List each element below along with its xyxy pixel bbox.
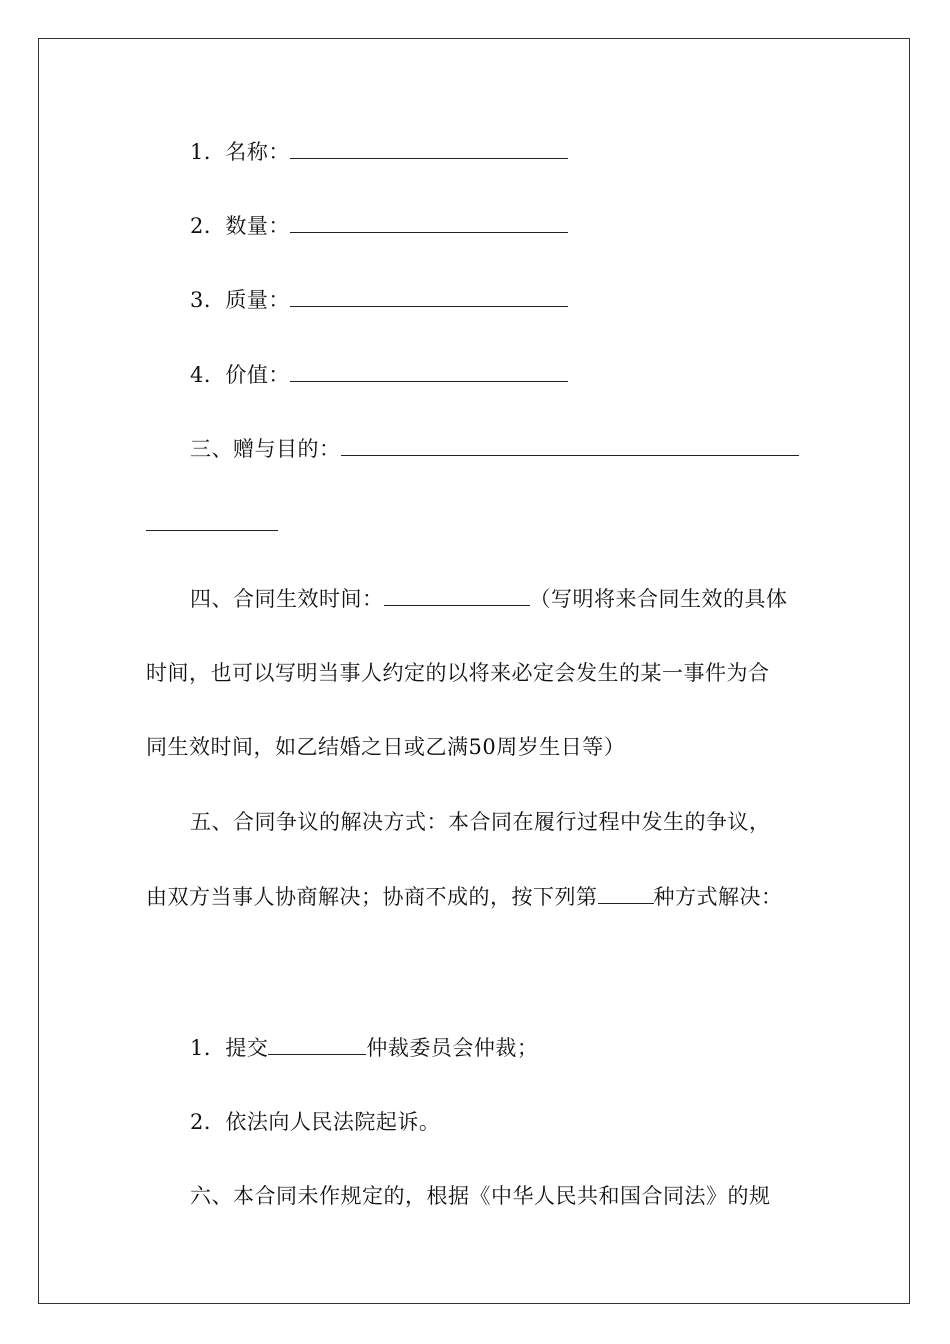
section4-row2 — [146, 659, 770, 687]
item-quality-label: 3．质量： — [190, 288, 290, 312]
section5-line2-after: 种方式解决： — [653, 885, 783, 909]
section3-blank[interactable] — [341, 435, 799, 456]
option1-blank[interactable] — [268, 1034, 366, 1055]
section6-line1: 六、本合同未作规定的，根据《中华人民共和国合同法》的规 — [190, 1184, 771, 1208]
section3-blank-cont[interactable] — [146, 510, 278, 531]
section4-label: 四、合同生效时间： — [190, 587, 384, 611]
section6-row1 — [190, 1182, 771, 1210]
section5-line2-before: 由双方当事人协商解决；协商不成的，按下列第 — [146, 885, 598, 909]
item-name-blank[interactable] — [290, 138, 568, 159]
section4-line2: 时间，也可以写明当事人约定的以将来必定会发生的某一事件为合 — [146, 661, 770, 685]
item-quality-row — [190, 286, 568, 314]
item-quality-blank[interactable] — [290, 286, 568, 307]
section5-line1: 五、合同争议的解决方式：本合同在履行过程中发生的争议， — [190, 810, 771, 834]
section3-continuation — [146, 510, 278, 538]
item-value-blank[interactable] — [290, 361, 568, 382]
item-quantity-blank[interactable] — [290, 212, 568, 233]
section5-blank[interactable] — [598, 883, 654, 904]
item-value-row — [190, 361, 568, 389]
item-quantity-row — [190, 212, 568, 240]
item-name-row — [190, 138, 568, 166]
section4-row3 — [146, 733, 625, 761]
option2-row — [190, 1108, 440, 1136]
section3-label: 三、赠与目的： — [190, 437, 341, 461]
item-name-label: 1．名称： — [190, 140, 290, 164]
option1-row — [190, 1034, 538, 1062]
section5-row1 — [190, 808, 771, 836]
option2-text: 2．依法向人民法院起诉。 — [190, 1110, 441, 1134]
section4-note-start: （写明将来合同生效的具体 — [529, 587, 788, 611]
item-value-label: 4．价值： — [190, 363, 290, 387]
section4-row1 — [190, 585, 788, 613]
item-quantity-label: 2．数量： — [190, 214, 290, 238]
option1-after: 仲裁委员会仲裁； — [366, 1036, 539, 1060]
section5-row2 — [146, 883, 783, 911]
section4-blank[interactable] — [384, 585, 530, 606]
section3-row — [190, 435, 799, 463]
section4-line3: 同生效时间，如乙结婚之日或乙满50周岁生日等） — [146, 735, 626, 759]
option1-before: 1．提交 — [190, 1036, 269, 1060]
